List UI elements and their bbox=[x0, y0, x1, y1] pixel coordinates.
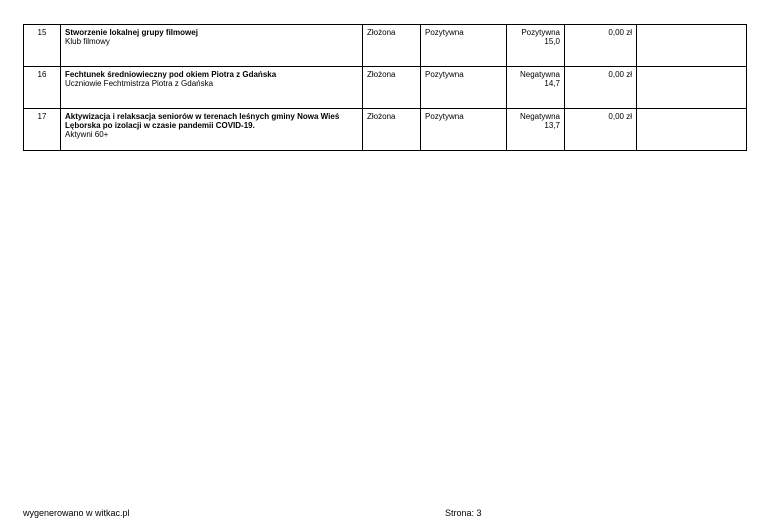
merit-cell bbox=[507, 67, 565, 109]
offer-type: Złożona bbox=[363, 109, 421, 151]
offer-type: Złożona bbox=[363, 25, 421, 67]
amount-value: 0,00 zł bbox=[608, 112, 632, 121]
organization-name: Klub filmowy bbox=[65, 37, 110, 46]
notes-cell bbox=[637, 25, 747, 67]
row-number: 15 bbox=[24, 25, 61, 67]
generated-by-footer: wygenerowano w witkac.pl bbox=[23, 508, 130, 518]
project-title: Fechtunek średniowieczny pod okiem Piotra z Gdańska bbox=[65, 70, 277, 79]
merit-assessment: Negatywna bbox=[519, 112, 560, 121]
amount-cell bbox=[565, 109, 637, 151]
project-cell bbox=[61, 25, 363, 67]
table-row bbox=[24, 67, 747, 109]
page-number: Strona: 3 bbox=[445, 508, 482, 518]
notes-cell bbox=[637, 109, 747, 151]
row-number: 17 bbox=[24, 109, 61, 151]
project-title: Stworzenie lokalnej grupy filmowej bbox=[65, 28, 198, 37]
formal-assessment: Pozytywna bbox=[421, 25, 507, 67]
results-table bbox=[23, 24, 747, 151]
table-row bbox=[24, 25, 747, 67]
amount-value: 0,00 zł bbox=[608, 70, 632, 79]
amount-cell bbox=[565, 25, 637, 67]
notes-cell bbox=[637, 67, 747, 109]
amount-cell bbox=[565, 67, 637, 109]
merit-cell bbox=[507, 25, 565, 67]
score-value: 15,0 bbox=[544, 37, 560, 46]
organization-name: Uczniowie Fechtmistrza Piotra z Gdańska bbox=[65, 79, 214, 88]
organization-name: Aktywni 60+ bbox=[65, 130, 109, 139]
score-value: 14,7 bbox=[544, 79, 560, 88]
score-value: 13,7 bbox=[544, 121, 560, 130]
offer-type: Złożona bbox=[363, 67, 421, 109]
table-row bbox=[24, 109, 747, 151]
project-title: Aktywizacja i relaksacja seniorów w terenach leśnych gminy Nowa Wieś Lęborska po izolacji w czasie pandemii COVID-19. bbox=[65, 112, 340, 130]
merit-assessment: Negatywna bbox=[519, 70, 560, 79]
formal-assessment: Pozytywna bbox=[421, 67, 507, 109]
merit-assessment: Pozytywna bbox=[521, 28, 560, 37]
project-cell bbox=[61, 109, 363, 151]
project-cell bbox=[61, 67, 363, 109]
row-number: 16 bbox=[24, 67, 61, 109]
formal-assessment: Pozytywna bbox=[421, 109, 507, 151]
amount-value: 0,00 zł bbox=[608, 28, 632, 37]
merit-cell bbox=[507, 109, 565, 151]
